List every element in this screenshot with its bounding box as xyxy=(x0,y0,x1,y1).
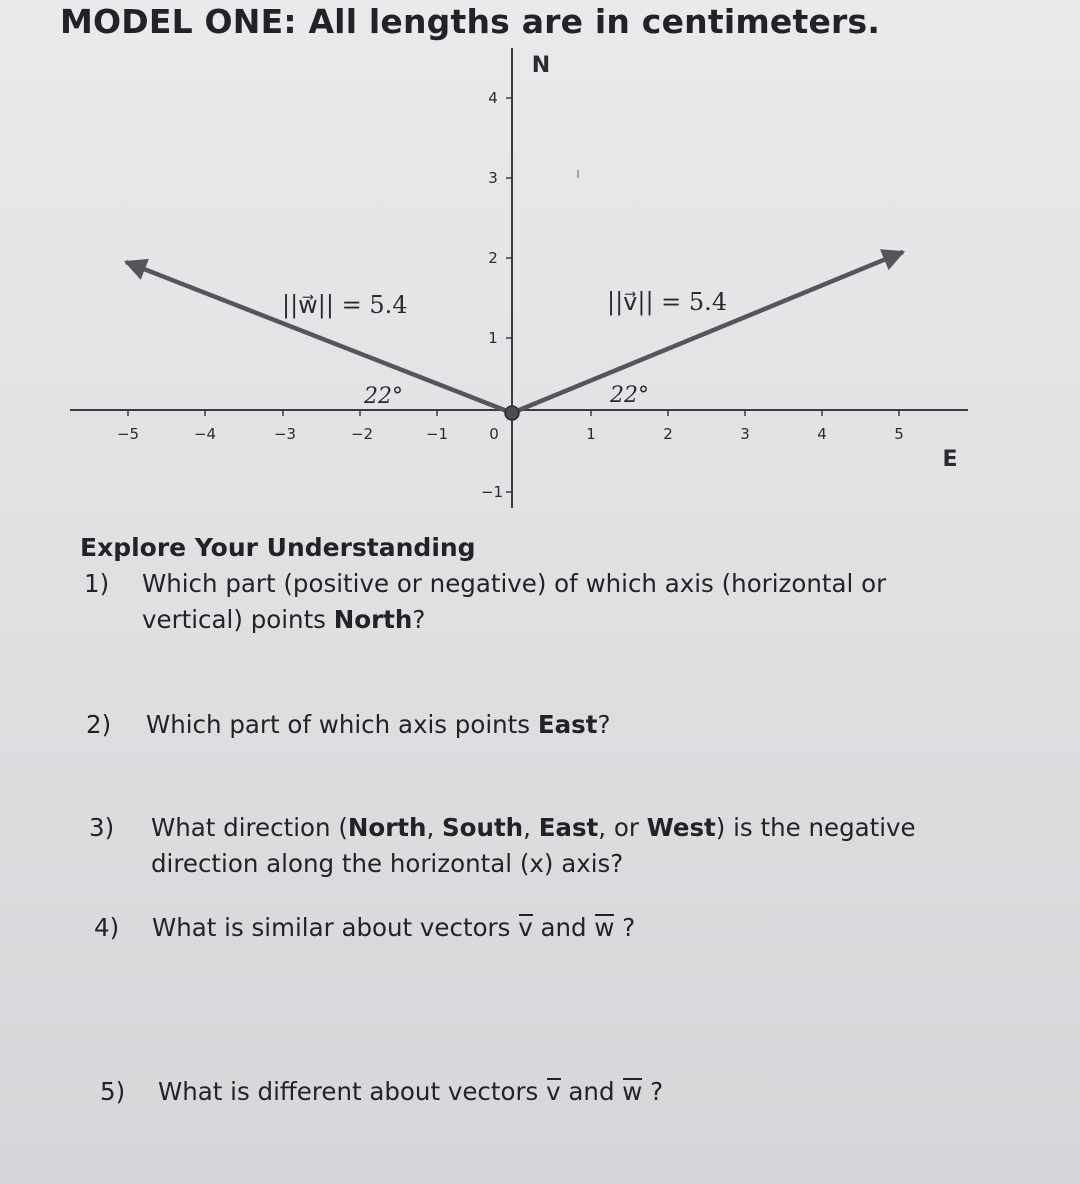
question-3 xyxy=(89,810,989,890)
question-text xyxy=(151,810,916,882)
vector-v-arrow xyxy=(512,252,903,413)
question-text-part: vertical) points xyxy=(142,605,334,634)
question-text-part: Which part of which axis points xyxy=(146,710,538,739)
question-text-line: direction along the horizontal (x) axis? xyxy=(151,849,624,878)
question-text-part: , xyxy=(523,813,539,842)
question-text-part: ) is the negative xyxy=(715,813,916,842)
question-text-part: ? xyxy=(642,1077,664,1106)
vector-w-arrow xyxy=(126,262,512,413)
question-number: 1) xyxy=(84,569,110,598)
x-tick-label: −3 xyxy=(273,425,297,443)
keyword-east: East xyxy=(537,710,598,739)
question-2 xyxy=(86,707,986,747)
question-text xyxy=(152,910,635,946)
question-text-part: ? xyxy=(597,710,611,739)
question-text-part: , xyxy=(426,813,443,842)
question-4 xyxy=(94,910,994,950)
vector-w-symbol: w xyxy=(622,1074,642,1110)
x-tick-label: 4 xyxy=(817,425,827,443)
y-tick-label: 3 xyxy=(488,169,498,187)
keyword-south: South xyxy=(442,813,524,842)
question-number: 5) xyxy=(100,1077,126,1106)
east-label: E xyxy=(942,447,958,472)
x-tick-label: 3 xyxy=(740,425,750,443)
question-text-part: What is different about vectors xyxy=(158,1077,547,1106)
question-text xyxy=(146,707,610,743)
question-text xyxy=(158,1074,663,1110)
question-text xyxy=(142,566,886,638)
x-tick-label: 0 xyxy=(489,425,499,443)
section-title: Explore Your Understanding xyxy=(80,533,476,562)
page-title: MODEL ONE: All lengths are in centimeters. xyxy=(60,2,881,41)
angle-w-label: 22° xyxy=(364,384,403,409)
question-number: 4) xyxy=(94,913,120,942)
north-label: N xyxy=(531,53,551,78)
keyword-north: North xyxy=(347,813,427,842)
y-tick-label: 4 xyxy=(488,89,498,107)
x-tick-label: −5 xyxy=(116,425,140,443)
x-tick-label: −4 xyxy=(193,425,217,443)
keyword-west: West xyxy=(646,813,716,842)
question-text-part: What is similar about vectors xyxy=(152,913,519,942)
y-tick-label: 2 xyxy=(488,249,498,267)
x-tick-label: 1 xyxy=(586,425,596,443)
question-text-part: What direction ( xyxy=(151,813,348,842)
vector-w-magnitude-label: ||w⃗|| = 5.4 xyxy=(282,291,408,319)
question-number: 3) xyxy=(89,813,115,842)
question-text-part: ? xyxy=(614,913,636,942)
origin-point xyxy=(505,406,519,420)
question-5 xyxy=(100,1074,1000,1114)
question-text-part: , or xyxy=(598,813,647,842)
vector-v-symbol: v xyxy=(546,1074,561,1110)
x-tick-label: −1 xyxy=(425,425,449,443)
question-text-line: Which part (positive or negative) of which axis (horizontal or xyxy=(142,569,887,598)
y-tick-label: −1 xyxy=(480,483,504,501)
x-tick-label: 5 xyxy=(894,425,904,443)
question-text-part: and xyxy=(532,913,595,942)
angle-v-label: 22° xyxy=(610,383,649,408)
vector-w-symbol: w xyxy=(594,910,614,946)
x-tick-label: 2 xyxy=(663,425,673,443)
vector-v-symbol: v xyxy=(518,910,533,946)
vector-graph xyxy=(0,0,1080,530)
question-text-part: and xyxy=(560,1077,623,1106)
keyword-north: North xyxy=(333,605,413,634)
keyword-east: East xyxy=(538,813,599,842)
y-tick-label: 1 xyxy=(488,329,498,347)
question-1 xyxy=(84,566,984,646)
question-text-part: ? xyxy=(412,605,426,634)
vector-v-magnitude-label: ||v⃗|| = 5.4 xyxy=(607,288,728,316)
x-tick-label: −2 xyxy=(350,425,374,443)
question-number: 2) xyxy=(86,710,112,739)
